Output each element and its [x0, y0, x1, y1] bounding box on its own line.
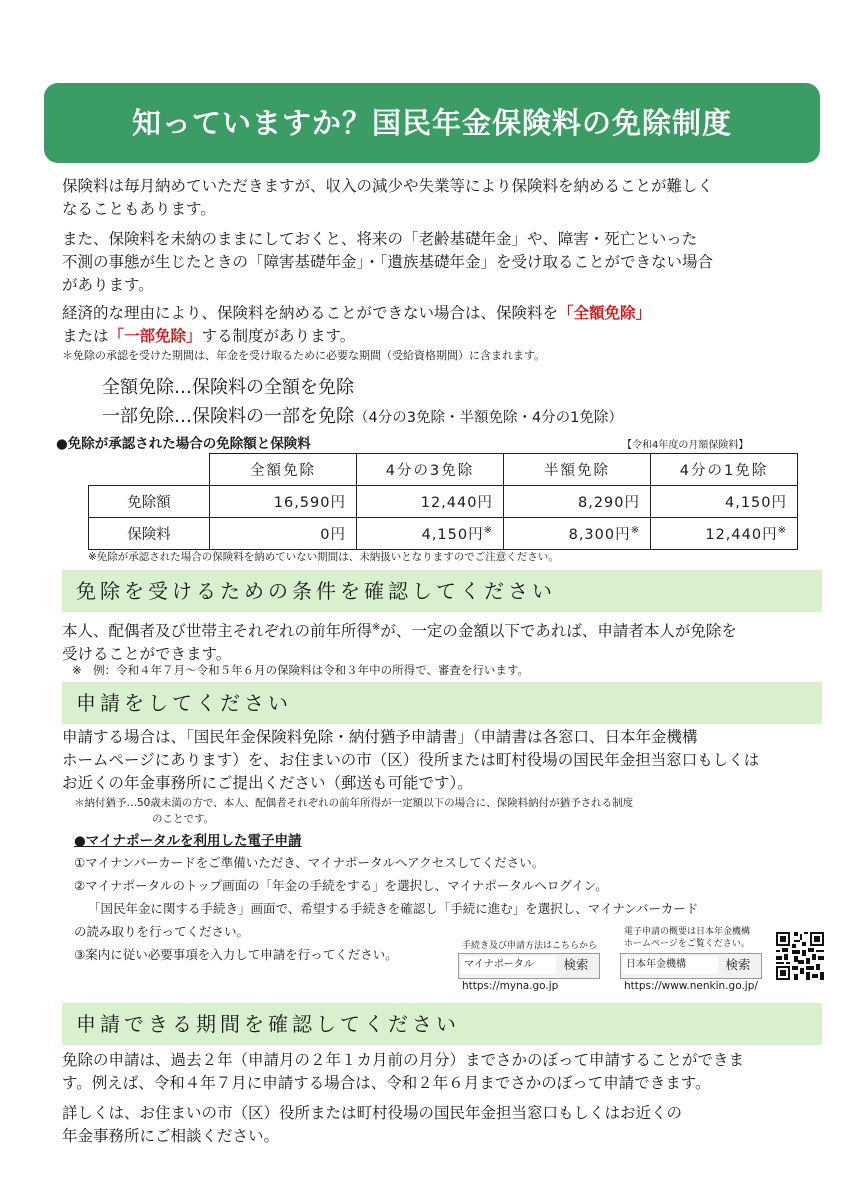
- nenkin-search-field[interactable]: 日本年金機構: [623, 956, 718, 974]
- table-title: ●免除が承認された場合の免除額と保険料: [56, 436, 311, 452]
- text-line: す。例えば、令和４年７月に申請する場合は、令和２年６月までさかのぼって申請できます。: [62, 1074, 711, 1092]
- column-header: 全額免除: [210, 454, 357, 486]
- table-year-label: 【令和4年度の月額保険料】: [622, 440, 749, 451]
- intro-paragraph-3: [62, 302, 822, 348]
- table-header-row: [89, 454, 798, 486]
- table-cell: 4,150円: [651, 486, 798, 518]
- intro-note: ＊免除の承認を受けた期間は、年金を受け取るために必要な期間（受給資格期間）に含まれます。: [62, 349, 546, 362]
- page-title: 知っていますか？国民年金保険料の免除制度: [131, 106, 732, 140]
- text-line: お近くの年金事務所にご提出ください（郵送も可能です）。: [62, 774, 473, 792]
- step-item: ③案内に従い必要事項を入力して申請を行ってください。: [74, 947, 398, 962]
- text-line: 申請する場合は、「国民年金保険料免除・納付猶予申請書」（申請書は各窓口、日本年金機構: [62, 728, 698, 746]
- table-row: [89, 518, 798, 550]
- row-header: 保険料: [89, 518, 210, 550]
- footnote-mark: ※: [372, 622, 381, 633]
- mynaportal-url[interactable]: https://myna.go.jp: [462, 980, 559, 992]
- text-span: 経済的な理由により、保険料を納めることができない場合は、保険料を: [62, 304, 559, 322]
- table-row: [89, 486, 798, 518]
- step-item: ①マイナンバーカードをご準備いただき、マイナポータルへアクセスしてください。: [74, 855, 545, 870]
- full-exemption-highlight: 「全額免除」: [558, 304, 652, 322]
- apply-text: [62, 726, 822, 795]
- nenkin-search-button[interactable]: 検索: [725, 957, 751, 972]
- text-line: 年金事務所にご相談ください。: [62, 1127, 280, 1145]
- step-item: 「国民年金に関する手続き」画面で、希望する手続きを確認し「手続に進む」を選択し、マイナンバーカード: [88, 901, 699, 916]
- page-title-banner: [44, 83, 820, 163]
- text-line: 受けることができます。: [62, 645, 232, 664]
- intro-paragraph-1: [62, 175, 822, 221]
- table-cell: 8,290円: [504, 486, 651, 518]
- mynaportal-search-button[interactable]: 検索: [563, 957, 589, 972]
- section-header-period: 申請できる期間を確認してください: [62, 1003, 822, 1045]
- fee-table: [88, 453, 798, 550]
- conditions-text: 本人、配偶者及び世帯主それぞれの前年所得※が、一定の金額以下であれば、申請者本人が免除を 受けることができます。: [62, 616, 822, 666]
- text-line: 不測の事態が生じたときの「障害基礎年金」・「遺族基礎年金」を受け取ることができない場合: [62, 253, 714, 271]
- table-cell: 4,150円※: [357, 518, 504, 550]
- table-cell: 16,590円: [210, 486, 357, 518]
- section-header-apply: 申請をしてください: [62, 682, 822, 724]
- table-note: ※免除が承認された場合の保険料を納めていない期間は、未納扱いとなりますのでご注意ください。: [88, 551, 559, 563]
- text-span: または: [62, 327, 109, 345]
- table-cell: 0円: [210, 518, 357, 550]
- step-item: ②マイナポータルのトップ画面の「年金の手続をする」を選択し、マイナポータルへログイン。: [74, 878, 608, 893]
- column-header: 4分の1免除: [651, 454, 798, 486]
- search1-caption: 手続き及び申請方法はこちらから: [462, 941, 598, 951]
- text-line: があります。: [62, 276, 154, 294]
- full-exemption-line: 全額免除…保険料の全額を免除: [102, 377, 354, 398]
- column-header: 4分の3免除: [357, 454, 504, 486]
- footnote-mark: ※: [630, 525, 640, 537]
- partial-exemption-highlight: 「一部免除」: [108, 327, 202, 345]
- deferral-note: ＊納付猶予…50歳未満の方で、本人、配偶者それぞれの前年所得が一定額以下の場合に、保険料納付が猶予される制度: [74, 797, 634, 809]
- footnote-mark: ※: [483, 525, 493, 537]
- e-application-title: ●マイナポータルを利用した電子申請: [74, 833, 302, 849]
- partial-exemption-line: [102, 404, 623, 431]
- footnote-mark: ※: [777, 525, 787, 537]
- table-cell: 12,440円※: [651, 518, 798, 550]
- qr-code-icon[interactable]: [774, 930, 826, 982]
- partial-detail: （4分の3免除・半額免除・4分の1免除）: [354, 410, 623, 426]
- nenkin-url[interactable]: https://www.nenkin.go.jp/: [624, 980, 758, 992]
- section-header-conditions: 免除を受けるための条件を確認してください: [62, 570, 822, 612]
- text-span: する制度があります。: [201, 327, 356, 345]
- text-line: 保険料は毎月納めていただきますが、収入の減少や失業等により保険料を納めることが難しく: [62, 177, 714, 195]
- text-span: 一部免除…保険料の一部を免除: [102, 406, 354, 427]
- search2-caption: 電子申請の概要は日本年金機構 ホームページをご覧ください。: [624, 927, 751, 949]
- period-text: [62, 1049, 822, 1095]
- nenkin-search-box[interactable]: [620, 953, 762, 979]
- row-header: 免除額: [89, 486, 210, 518]
- column-header: 半額免除: [504, 454, 651, 486]
- intro-paragraph-2: [62, 228, 822, 297]
- mynaportal-search-field[interactable]: マイナポータル: [461, 956, 556, 974]
- conditions-note: ※ 例：令和４年７月～令和５年６月の保険料は令和３年中の所得で、審査を行います。: [72, 663, 529, 677]
- text-line: また、保険料を未納のままにしておくと、将来の「老齢基礎年金」や、障害・死亡といった: [62, 230, 698, 248]
- text-line: ホームページにあります）を、お住まいの市（区）役所または町村役場の国民年金担当窓口もしくは: [62, 751, 760, 769]
- text-line: 免除の申請は、過去２年（申請月の２年１カ月前の月分）までさかのぼって申請することができま: [62, 1051, 745, 1069]
- table-corner-cell: [89, 454, 210, 486]
- e-application-steps: [74, 851, 698, 966]
- text-line: なることもあります。: [62, 200, 216, 218]
- table-cell: 12,440円: [357, 486, 504, 518]
- contact-text: [62, 1102, 822, 1148]
- deferral-note-cont: のことです。: [152, 813, 215, 825]
- text-line: 詳しくは、お住まいの市（区）役所または町村役場の国民年金担当窓口もしくはお近くの: [62, 1104, 683, 1122]
- table-cell: 8,300円※: [504, 518, 651, 550]
- step-item: の読み取りを行ってください。: [74, 924, 250, 939]
- mynaportal-search-box[interactable]: [458, 953, 600, 979]
